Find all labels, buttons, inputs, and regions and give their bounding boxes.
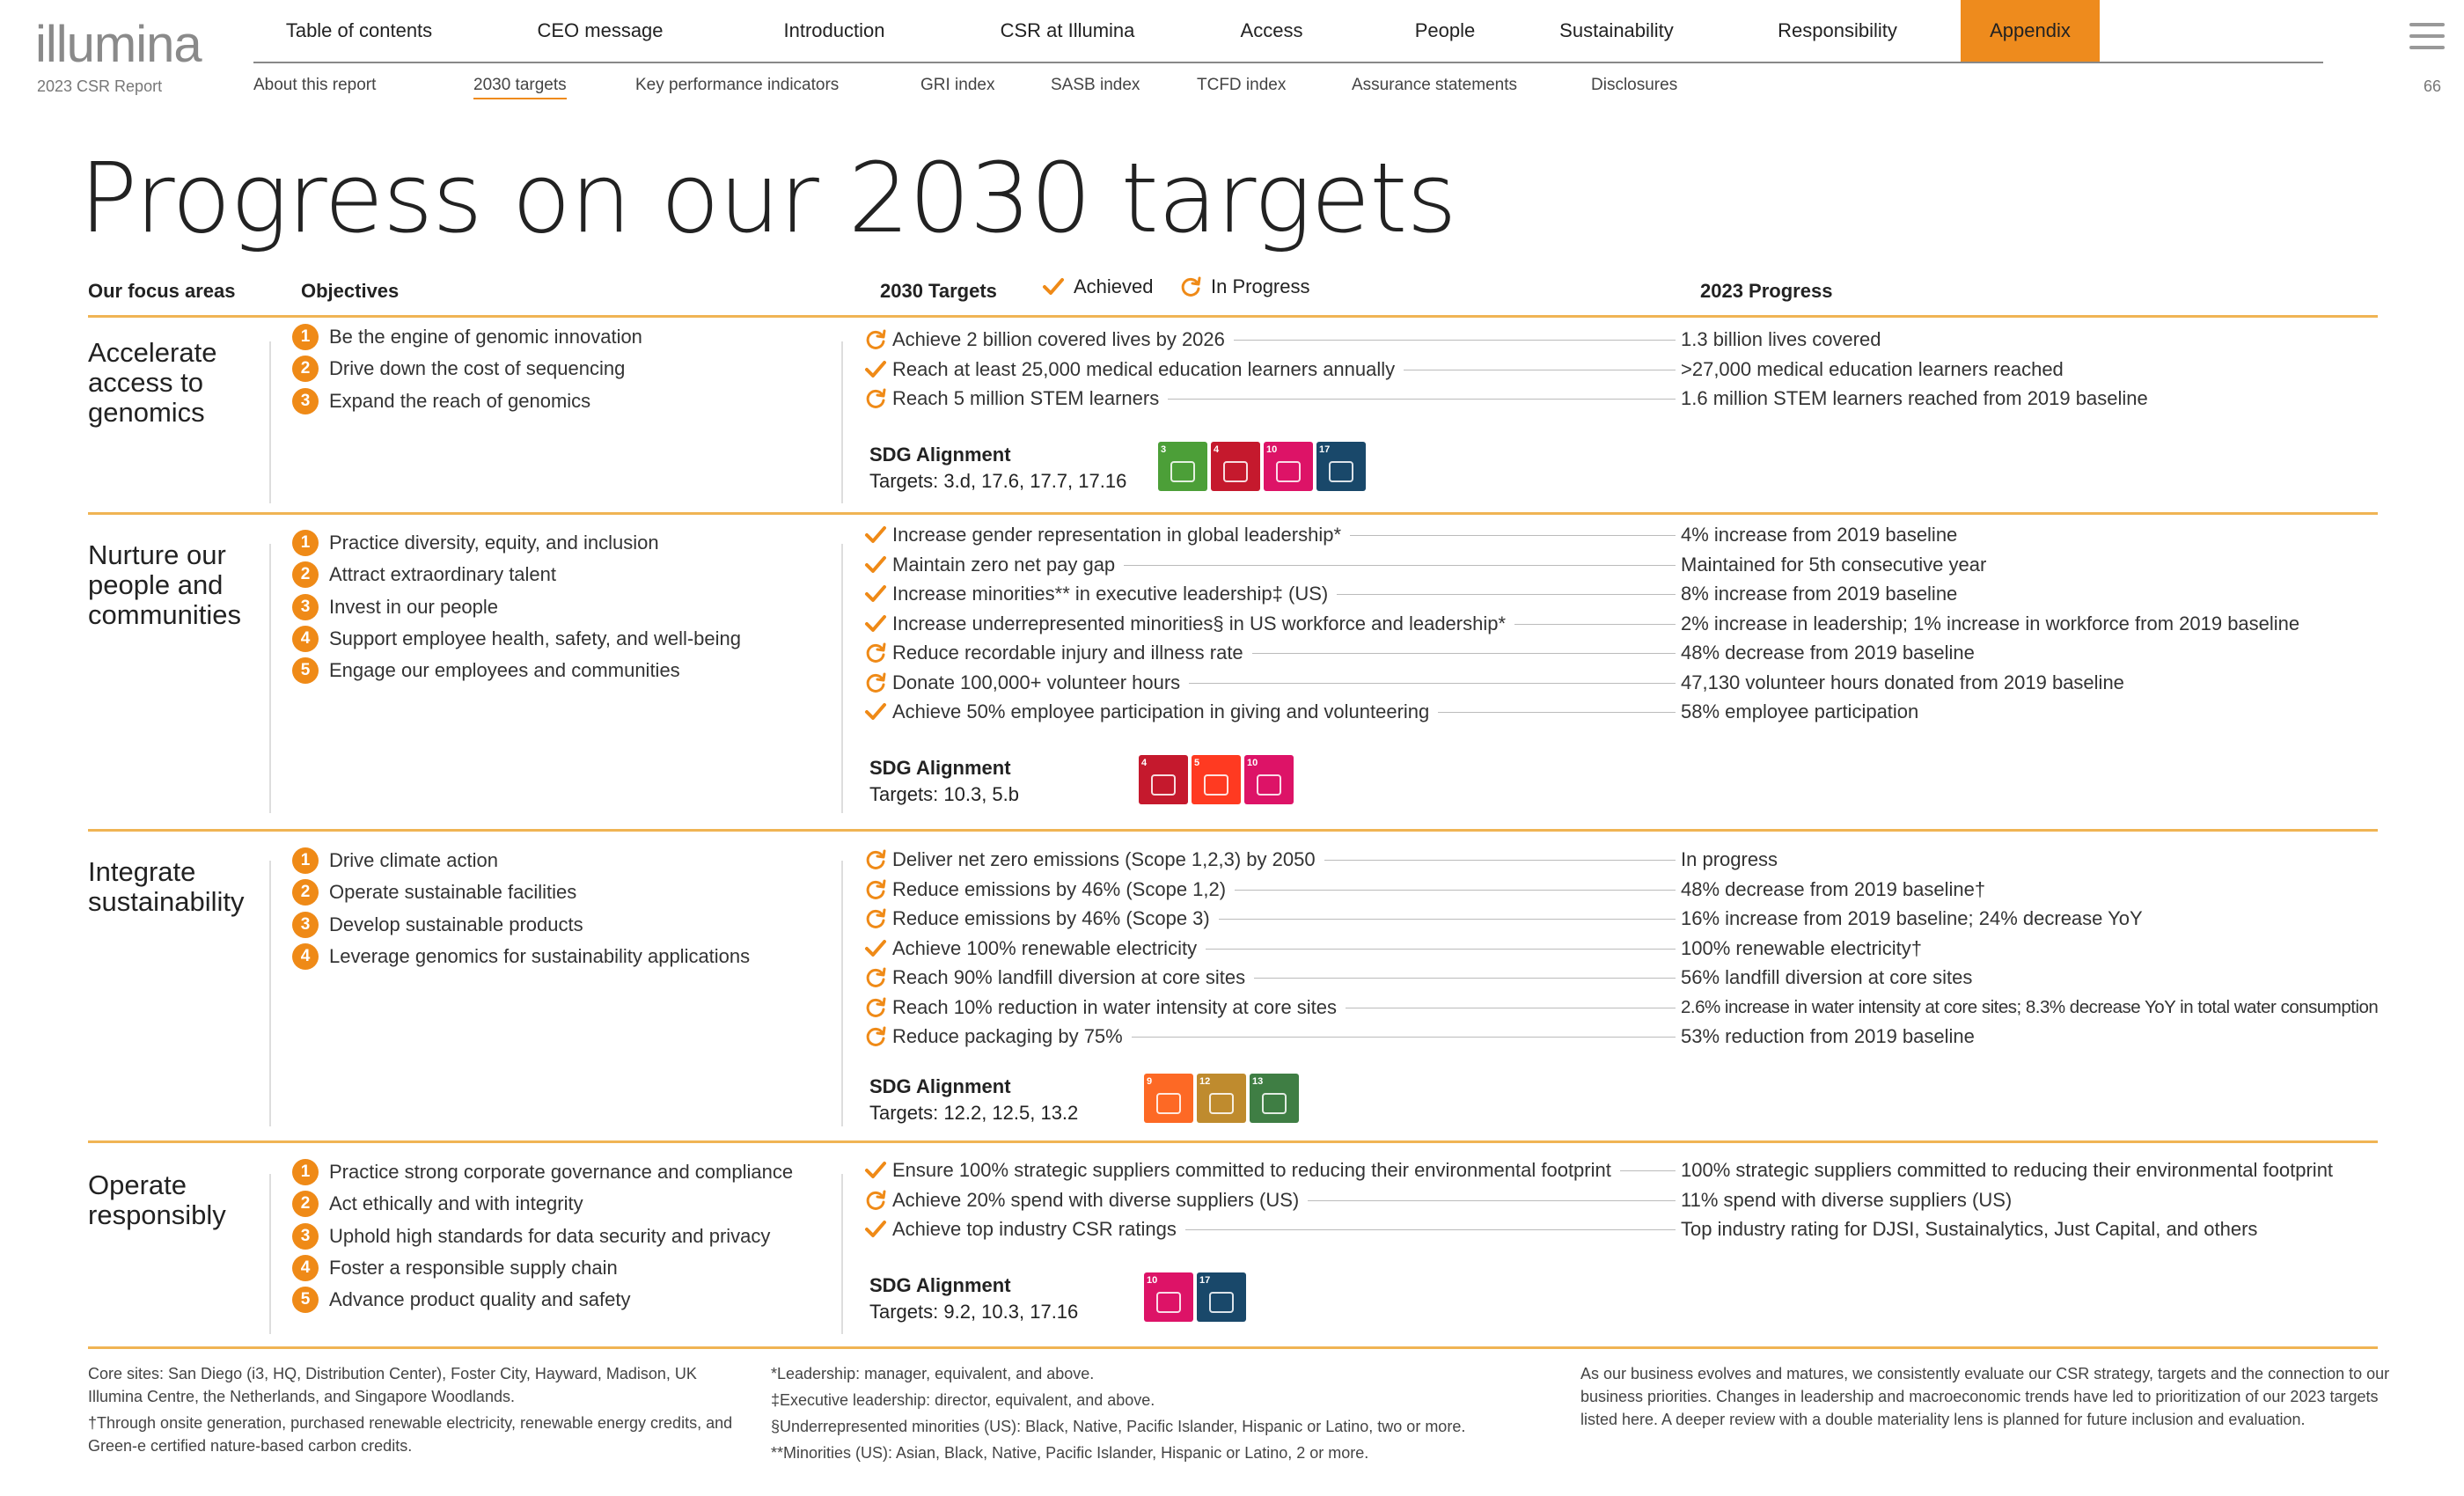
column-divider (841, 341, 843, 503)
leader-line (1324, 860, 1676, 861)
sdg-goal-3-icon (1158, 442, 1207, 491)
sdg-alignment-label: SDG Alignment (869, 1075, 1011, 1097)
objective-item (292, 879, 576, 906)
sdg-goal-10-icon (1144, 1272, 1193, 1322)
objective-text: Operate sustainable facilities (329, 881, 577, 904)
objective-item (292, 847, 498, 874)
target-row (864, 356, 1395, 383)
focus-area-title: Operate responsibly (88, 1170, 226, 1230)
footnote-definition: §Underrepresented minorities (US): Black, Native, Pacific Islander, Hispanic or Latino, two or more. (771, 1418, 1466, 1435)
objective-number-badge: 4 (292, 943, 319, 970)
target-row (864, 906, 1210, 932)
objective-item (292, 912, 583, 938)
objective-number-badge: 3 (292, 1223, 319, 1250)
refresh-icon (864, 1189, 887, 1212)
legend-achieved-label: Achieved (1074, 275, 1154, 297)
objective-number-badge: 3 (292, 912, 319, 938)
objective-number-badge: 1 (292, 1159, 319, 1185)
column-divider (841, 544, 843, 813)
target-row (864, 847, 1316, 873)
leader-line (1219, 919, 1676, 920)
progress-text: 100% renewable electricity† (1681, 936, 1922, 959)
progress-text: 2.6% increase in water intensity at core sites; 8.3% decrease YoY in total water consumption (1681, 996, 2379, 1017)
progress-text: 48% decrease from 2019 baseline (1681, 642, 1975, 664)
objective-text: Uphold high standards for data security and privacy (329, 1224, 771, 1247)
sdg-goal-glyph (1151, 774, 1176, 796)
sdg-alignment-label: SDG Alignment (869, 757, 1011, 779)
subnav-link-disclosures[interactable]: Disclosures (1591, 76, 1678, 94)
header-objectives: Objectives (301, 280, 400, 302)
leader-line (1350, 535, 1676, 536)
target-row (864, 1157, 1611, 1184)
leader-line (1235, 890, 1676, 891)
sdg-alignment-label: SDG Alignment (869, 444, 1011, 466)
target-text: Maintain zero net pay gap (892, 553, 1116, 576)
objective-item (292, 1159, 793, 1185)
target-row (864, 935, 1197, 962)
objective-text: Practice diversity, equity, and inclusion (329, 532, 659, 554)
objective-item (292, 561, 556, 588)
target-text: Achieve 50% employee participation in giving and volunteering (892, 700, 1430, 722)
progress-text: 11% spend with diverse suppliers (US) (1681, 1188, 2013, 1211)
legend-in-progress-label: In Progress (1211, 275, 1310, 297)
sdg-goal-number: 5 (1194, 758, 1200, 768)
target-text: Achieve 20% spend with diverse suppliers (US) (892, 1188, 1300, 1211)
sdg-targets: Targets: 9.2, 10.3, 17.16 (869, 1301, 1079, 1323)
column-divider (269, 341, 271, 503)
nav-tab-sustainability[interactable]: Sustainability (1559, 19, 1674, 41)
target-row (864, 876, 1226, 903)
page-number: 66 (2423, 77, 2441, 95)
sdg-goal-number: 3 (1161, 444, 1167, 455)
objective-item (292, 530, 659, 556)
target-text: Reach 90% landfill diversion at core sites (892, 966, 1246, 988)
sdg-goal-number: 4 (1141, 758, 1148, 768)
objective-item (292, 594, 498, 620)
sdg-targets: Targets: 12.2, 12.5, 13.2 (869, 1102, 1079, 1124)
section-divider (88, 1140, 2378, 1143)
focus-area-title: Accelerate access to genomics (88, 337, 217, 428)
progress-text: Top industry rating for DJSI, Sustainalytics, Just Capital, and others (1681, 1218, 2258, 1240)
section-divider (88, 512, 2378, 515)
sdg-goal-4-icon (1211, 442, 1260, 491)
nav-tab-ceo-message[interactable]: CEO message (537, 19, 664, 41)
sdg-goal-13-icon (1250, 1074, 1299, 1123)
sdg-goal-glyph (1262, 1093, 1287, 1114)
objective-item (292, 1191, 583, 1217)
objective-number-badge: 1 (292, 847, 319, 874)
leader-line (1234, 340, 1676, 341)
sdg-goal-number: 17 (1199, 1275, 1211, 1286)
target-text: Reduce emissions by 46% (Scope 1,2) (892, 877, 1227, 900)
sdg-goal-glyph (1170, 461, 1195, 482)
target-text: Increase gender representation in global leadership* (892, 524, 1342, 546)
illumina-logo[interactable]: illumina (35, 16, 202, 73)
nav-tab-csr-at-illumina[interactable]: CSR at Illumina (1000, 19, 1135, 41)
target-row (864, 994, 1337, 1021)
sdg-goal-glyph (1329, 461, 1353, 482)
objective-number-badge: 5 (292, 657, 319, 684)
target-row (864, 640, 1243, 666)
target-text: Achieve 2 billion covered lives by 2026 (892, 328, 1225, 350)
refresh-icon (864, 848, 887, 871)
progress-text: >27,000 medical education learners reached (1681, 357, 2064, 380)
sdg-goal-number: 9 (1147, 1076, 1153, 1087)
target-row (864, 1216, 1177, 1243)
top-nav (253, 0, 2323, 63)
leader-line (1168, 399, 1676, 400)
leader-line (1254, 978, 1676, 979)
objective-number-badge: 2 (292, 356, 319, 382)
header-focus-areas: Our focus areas (88, 280, 236, 302)
objective-number-badge: 5 (292, 1287, 319, 1313)
leader-line (1252, 653, 1676, 654)
leader-line (1189, 683, 1676, 684)
sdg-goal-4-icon (1139, 755, 1188, 804)
target-text: Reach 5 million STEM learners (892, 387, 1160, 409)
footnote-core-sites: †Through onsite generation, purchased renewable electricity, renewable energy credits, and Green-e certified nature-based carbon credits. (88, 1414, 733, 1455)
objective-item (292, 388, 590, 414)
check-icon (864, 612, 887, 635)
objective-number-badge: 4 (292, 626, 319, 652)
footnote-core-sites: Core sites: San Diego (i3, HQ, Distribution Center), Foster City, Hayward, Madison, UK Illumina Centre, the Netherlands, and Singapore Woodlands. (88, 1365, 697, 1405)
objective-text: Leverage genomics for sustainability applications (329, 944, 751, 967)
check-icon (1042, 275, 1065, 298)
target-row (864, 385, 1159, 412)
sdg-goal-17-icon (1197, 1272, 1246, 1322)
sdg-targets: Targets: 3.d, 17.6, 17.7, 17.16 (869, 470, 1127, 492)
progress-text: 1.3 billion lives covered (1681, 328, 1881, 350)
progress-text: 8% increase from 2019 baseline (1681, 583, 1958, 605)
column-divider (841, 1174, 843, 1334)
sdg-goal-17-icon (1316, 442, 1366, 491)
objective-number-badge: 3 (292, 388, 319, 414)
progress-text: 58% employee participation (1681, 700, 1919, 722)
target-text: Increase minorities** in executive leadership‡ (US) (892, 583, 1329, 605)
check-icon (864, 1218, 887, 1241)
sdg-goal-glyph (1257, 774, 1281, 796)
subnav-link-2030-targets[interactable]: 2030 targets (473, 76, 567, 99)
progress-text: 48% decrease from 2019 baseline† (1681, 877, 1986, 900)
sdg-goal-glyph (1223, 461, 1248, 482)
progress-text: 100% strategic suppliers committed to reducing their environmental footprint (1681, 1159, 2334, 1181)
target-text: Donate 100,000+ volunteer hours (892, 671, 1181, 693)
sdg-goal-12-icon (1197, 1074, 1246, 1123)
nav-tab-people[interactable]: People (1414, 19, 1476, 41)
leader-line (1206, 949, 1676, 950)
sdg-goal-number: 13 (1252, 1076, 1264, 1087)
refresh-icon (864, 996, 887, 1019)
check-icon (864, 937, 887, 960)
sdg-goal-10-icon (1244, 755, 1294, 804)
sdg-goal-glyph (1209, 1292, 1234, 1313)
sdg-goal-5-icon (1192, 755, 1241, 804)
legend-in-progress (1179, 275, 1310, 298)
nav-tab-responsibility[interactable]: Responsibility (1778, 19, 1897, 41)
leader-line (1438, 712, 1676, 713)
sdg-goal-glyph (1156, 1292, 1181, 1313)
objective-number-badge: 4 (292, 1255, 319, 1281)
refresh-icon (864, 671, 887, 694)
progress-text: 16% increase from 2019 baseline; 24% decrease YoY (1681, 907, 2143, 929)
sdg-goal-number: 10 (1147, 1275, 1158, 1286)
subnav-link-about-this-report[interactable]: About this report (253, 76, 377, 94)
progress-text: 1.6 million STEM learners reached from 2019 baseline (1681, 387, 2148, 409)
objective-item (292, 324, 642, 350)
objective-text: Expand the reach of genomics (329, 389, 591, 412)
progress-text: 56% landfill diversion at core sites (1681, 966, 1973, 988)
subnav-link-assurance-statements[interactable]: Assurance statements (1352, 76, 1517, 94)
progress-text: 53% reduction from 2019 baseline (1681, 1025, 1975, 1047)
objective-item (292, 1255, 618, 1281)
objective-text: Be the engine of genomic innovation (329, 326, 642, 348)
sdg-targets: Targets: 10.3, 5.b (869, 783, 1019, 805)
report-label: 2023 CSR Report (37, 77, 163, 95)
focus-area-title: Nurture our people and communities (88, 539, 241, 630)
nav-tab-introduction[interactable]: Introduction (783, 19, 885, 41)
sdg-alignment-label: SDG Alignment (869, 1274, 1011, 1296)
subnav-link-gri-index[interactable]: GRI index (920, 76, 995, 94)
objective-text: Support employee health, safety, and well-being (329, 627, 741, 649)
subnav-link-sasb-index[interactable]: SASB index (1051, 76, 1140, 94)
target-row (864, 964, 1245, 991)
objective-item (292, 1287, 630, 1313)
refresh-icon (864, 878, 887, 901)
sdg-goal-9-icon (1144, 1074, 1193, 1123)
objective-number-badge: 1 (292, 530, 319, 556)
check-icon (864, 1159, 887, 1182)
target-text: Achieve top industry CSR ratings (892, 1218, 1177, 1240)
check-icon (864, 554, 887, 576)
nav-tab-table-of-contents[interactable]: Table of contents (285, 19, 433, 41)
objective-text: Act ethically and with integrity (329, 1192, 583, 1215)
target-text: Achieve 100% renewable electricity (892, 936, 1198, 959)
objective-item (292, 626, 741, 652)
column-divider (841, 861, 843, 1126)
legend-achieved (1042, 275, 1154, 298)
objective-number-badge: 2 (292, 1191, 319, 1217)
target-text: Reduce emissions by 46% (Scope 3) (892, 907, 1210, 929)
subnav-link-tcfd-index[interactable]: TCFD index (1197, 76, 1287, 94)
objective-text: Foster a responsible supply chain (329, 1256, 618, 1279)
column-divider (269, 544, 271, 813)
footnote-definition: *Leadership: manager, equivalent, and above. (771, 1365, 1095, 1382)
objective-text: Advance product quality and safety (329, 1288, 631, 1311)
subnav-link-key-performance-indicators[interactable]: Key performance indicators (635, 76, 840, 94)
sdg-goal-number: 10 (1266, 444, 1278, 455)
progress-text: 4% increase from 2019 baseline (1681, 524, 1958, 546)
target-row (864, 1187, 1299, 1214)
refresh-icon (864, 328, 887, 351)
target-row (864, 611, 1506, 637)
sdg-goal-number: 10 (1247, 758, 1258, 768)
footnote-definition: ‡Executive leadership: director, equivalent, and above. (771, 1391, 1155, 1409)
focus-area-title: Integrate sustainability (88, 856, 245, 917)
leader-line (1620, 1170, 1676, 1171)
objective-text: Drive climate action (329, 849, 498, 871)
refresh-icon (1179, 275, 1202, 298)
objective-text: Drive down the cost of sequencing (329, 357, 626, 380)
target-text: Ensure 100% strategic suppliers committed to reducing their environmental footprint (892, 1159, 1611, 1181)
objective-item (292, 1223, 770, 1250)
objective-text: Attract extraordinary talent (329, 563, 557, 586)
sdg-goal-number: 17 (1319, 444, 1331, 455)
objective-number-badge: 3 (292, 594, 319, 620)
target-text: Increase underrepresented minorities§ in US workforce and leadership* (892, 612, 1507, 634)
check-icon (864, 524, 887, 546)
objective-item (292, 356, 625, 382)
leader-line (1514, 624, 1676, 625)
page-title: Progress on our 2030 targets (79, 142, 1456, 254)
footnote-evaluation-note: As our business evolves and matures, we consistently evaluate our CSR strategy, targets and the connection to our business priorities. Changes in leadership and macroeconomic trends have led to prioritization of our 2023 targets listed here. A deeper review with a double materiality lens is planned for future inclusion and evaluation. (1580, 1365, 2390, 1428)
sdg-goal-glyph (1209, 1093, 1234, 1114)
leader-line (1308, 1200, 1676, 1201)
progress-text: In progress (1681, 848, 1778, 870)
progress-text: 47,130 volunteer hours donated from 2019 baseline (1681, 671, 2124, 693)
objective-item (292, 943, 750, 970)
target-row (864, 326, 1225, 353)
header-2023-progress: 2023 Progress (1700, 280, 1833, 302)
target-row (864, 670, 1180, 696)
objective-item (292, 657, 680, 684)
target-text: Reach 10% reduction in water intensity at core sites (892, 995, 1338, 1018)
target-text: Reach at least 25,000 medical education learners annually (892, 357, 1396, 380)
progress-text: 2% increase in leadership; 1% increase in workforce from 2019 baseline (1681, 612, 2300, 634)
refresh-icon (864, 966, 887, 989)
refresh-icon (864, 642, 887, 664)
sdg-goal-glyph (1276, 461, 1301, 482)
column-divider (269, 1174, 271, 1334)
sdg-goal-glyph (1156, 1093, 1181, 1114)
objective-number-badge: 2 (292, 561, 319, 588)
sdg-goal-glyph (1204, 774, 1228, 796)
refresh-icon (864, 387, 887, 410)
check-icon (864, 583, 887, 605)
check-icon (864, 358, 887, 381)
section-divider (88, 829, 2378, 832)
hamburger-menu-icon[interactable] (2409, 23, 2445, 49)
refresh-icon (864, 907, 887, 930)
target-text: Reduce recordable injury and illness rate (892, 642, 1243, 664)
nav-tab-appendix[interactable]: Appendix (1961, 0, 2100, 62)
column-divider (269, 861, 271, 1126)
refresh-icon (864, 1025, 887, 1048)
objective-number-badge: 1 (292, 324, 319, 350)
target-row (864, 552, 1115, 578)
leader-line (1132, 1037, 1676, 1038)
objective-text: Practice strong corporate governance and compliance (329, 1161, 794, 1183)
footnote-definition: **Minorities (US): Asian, Black, Native, Pacific Islander, Hispanic or Latino, 2 or more. (771, 1444, 1369, 1462)
sdg-goal-number: 4 (1214, 444, 1220, 455)
section-divider (88, 1346, 2378, 1349)
leader-line (1185, 1229, 1676, 1230)
check-icon (864, 700, 887, 723)
objective-text: Develop sustainable products (329, 913, 583, 935)
sdg-goal-10-icon (1264, 442, 1313, 491)
target-text: Deliver net zero emissions (Scope 1,2,3) by 2050 (892, 848, 1316, 870)
target-row (864, 1023, 1123, 1050)
header-2030-targets: 2030 Targets (880, 280, 997, 302)
objective-number-badge: 2 (292, 879, 319, 906)
objective-text: Invest in our people (329, 595, 499, 618)
progress-text: Maintained for 5th consecutive year (1681, 553, 1987, 576)
target-row (864, 522, 1341, 548)
section-divider (88, 315, 2378, 318)
sdg-goal-number: 12 (1199, 1076, 1211, 1087)
nav-tab-access[interactable]: Access (1240, 19, 1303, 41)
objective-text: Engage our employees and communities (329, 659, 680, 682)
target-row (864, 581, 1328, 607)
leader-line (1337, 594, 1676, 595)
leader-line (1124, 565, 1676, 566)
target-row (864, 699, 1429, 725)
target-text: Reduce packaging by 75% (892, 1025, 1123, 1047)
